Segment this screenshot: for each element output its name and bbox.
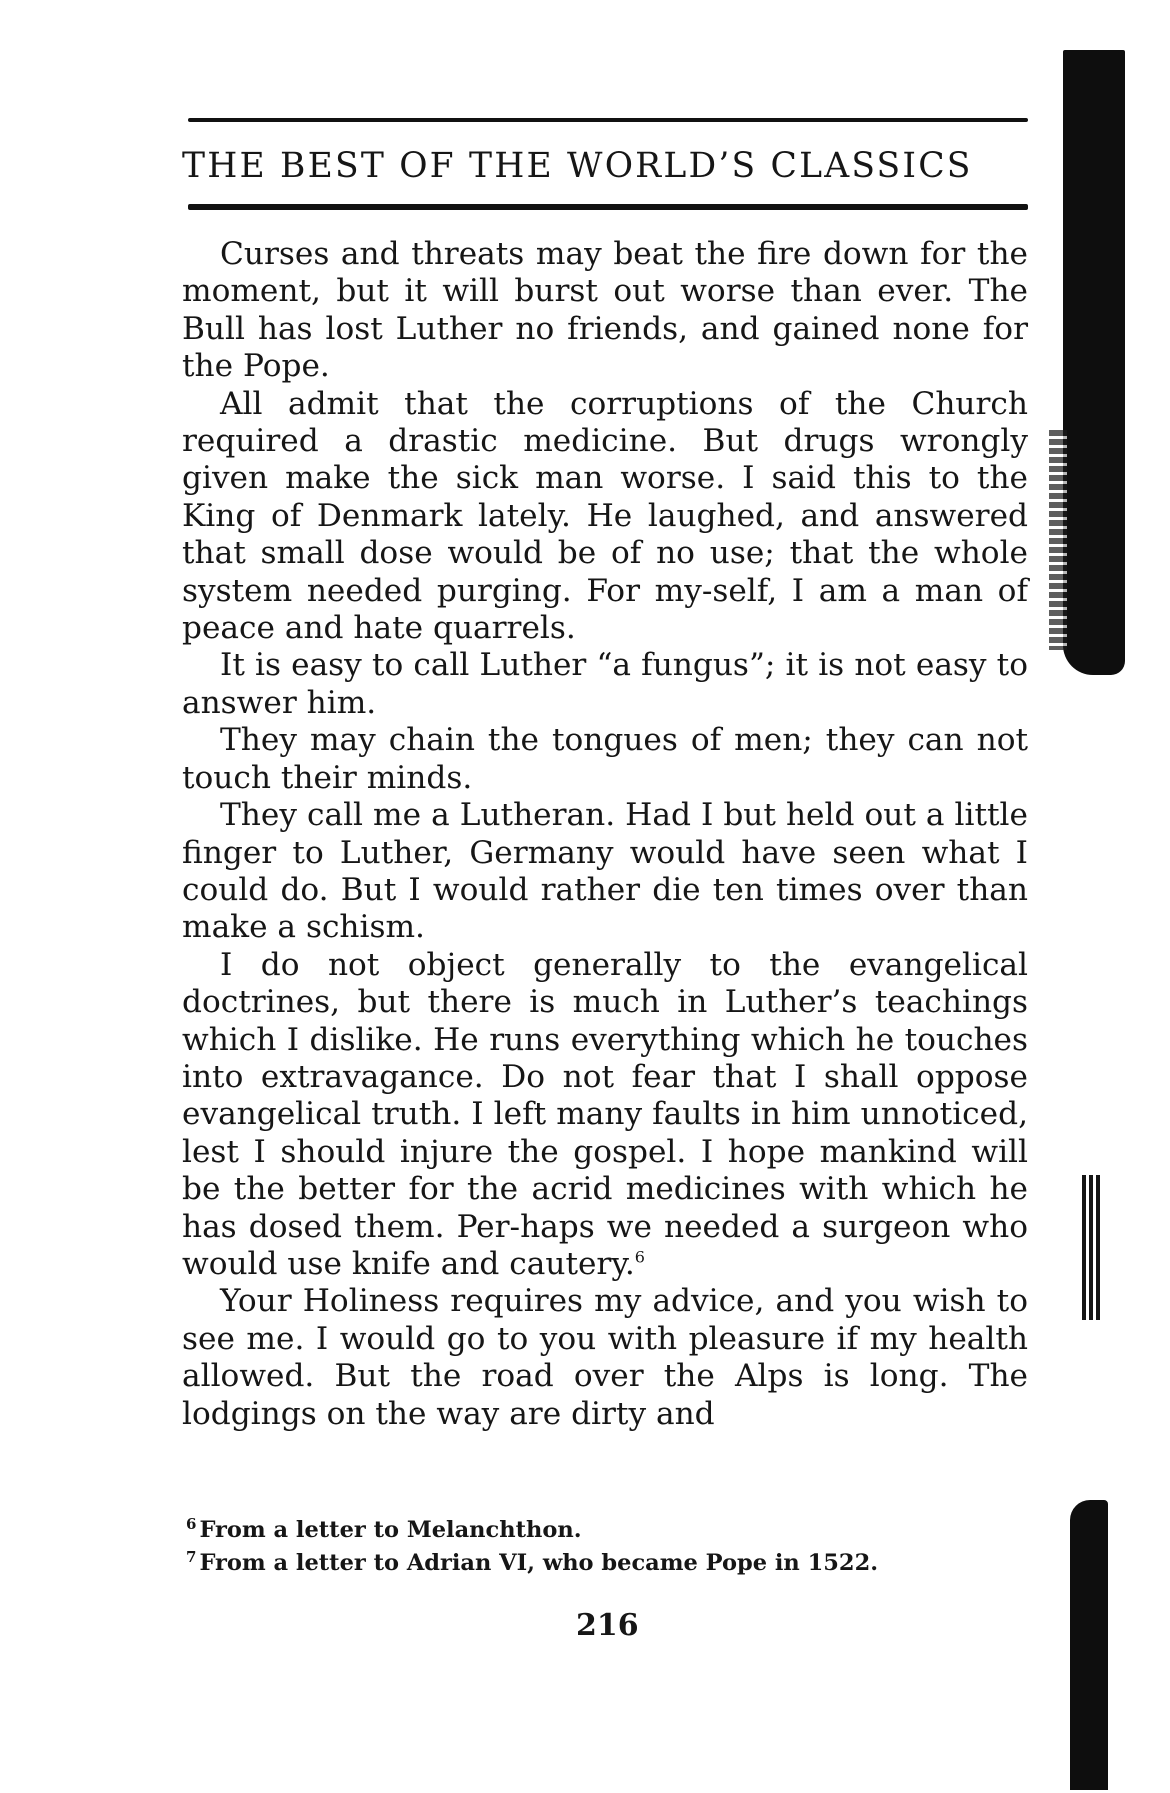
footnote [186,1514,1046,1547]
paragraph: They call me a Lutheran. Had I but held out a little finger to Luther, Germany would have seen what I could do. But I would rather die ten times over than make a schism. [182,797,1028,946]
scan-edge-marks [1082,1175,1100,1320]
paragraph: It is easy to call Luther “a fungus”; it is not easy to answer him. [182,647,1028,721]
paragraph-text: I do not object generally to the evangelical doctrines, but there is much in Luther’s teachings which I dislike. He runs everything which he touches into extravagance. Do not fear that I shall oppose evangelical truth. I left many faults in him unnoticed, lest I should injure the gospel. I hope mankind will be the better for the acrid medicines with which he has dosed them. Per-haps we needed a surgeon who would use knife and cautery. [182,946,1028,1282]
scan-edge-shadow [1063,50,1125,675]
page-number: 216 [576,1608,639,1643]
footnote-marker: 6 [186,1514,197,1533]
header-rule-top [188,118,1028,122]
footnote-marker: 7 [186,1547,197,1566]
paragraph: Your Holiness requires my advice, and you wish to see me. I would go to you with pleasure if my health allowed. But the road over the Alps is long. The lodgings on the way are dirty and [182,1283,1028,1432]
running-head: THE BEST OF THE WORLD’S CLASSICS [182,146,973,186]
footnote-text: From a letter to Adrian VI, who became Pope in 1522. [199,1550,879,1576]
paragraph: Curses and threats may beat the fire down for the moment, but it will burst out worse than ever. The Bull has lost Luther no friends, and gained none for the Pope. [182,236,1028,385]
paragraph [182,947,1028,1284]
body-text [182,236,1028,1433]
footnote [186,1547,1046,1580]
paragraph: They may chain the tongues of men; they can not touch their minds. [182,722,1028,796]
footnote-text: From a letter to Melanchthon. [199,1517,582,1543]
scan-edge-shadow-lower [1070,1500,1108,1790]
footnote-reference: 6 [634,1247,645,1267]
header-rule-bottom [188,204,1028,210]
footnotes [186,1514,1046,1580]
paragraph: All admit that the corruptions of the Church required a drastic medicine. But drugs wrongly given make the sick man worse. I said this to the King of Denmark lately. He laughed, and answered that small dose would be of no use; that the whole system needed purging. For my-self, I am a man of peace and hate quarrels. [182,385,1028,647]
